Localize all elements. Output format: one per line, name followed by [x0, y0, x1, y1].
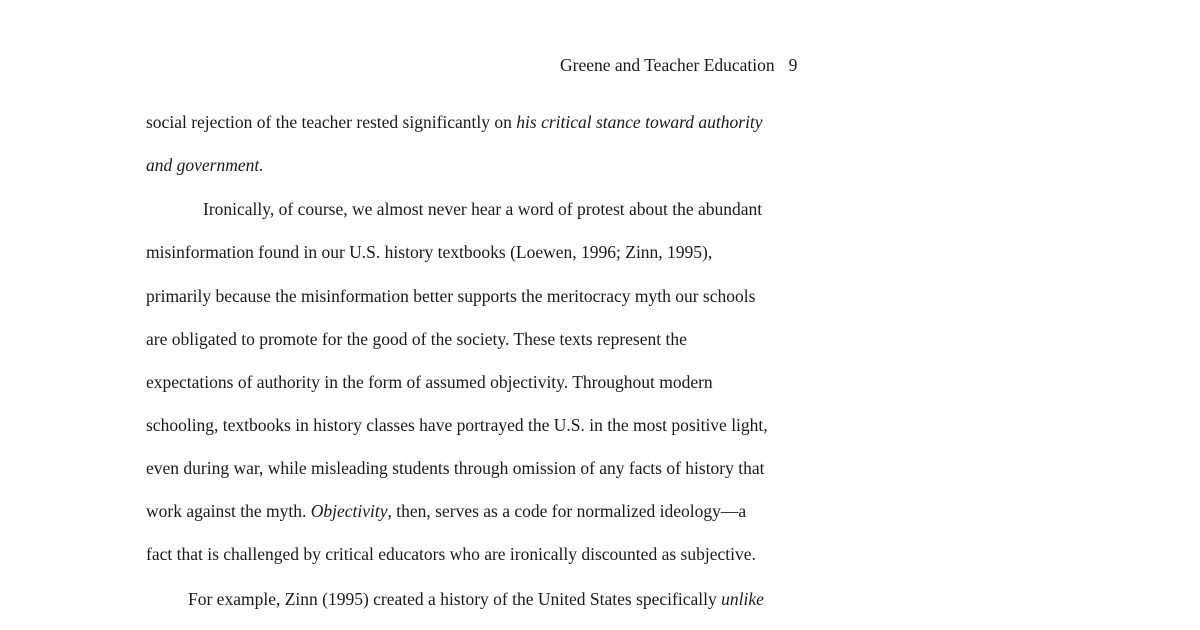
text-run: work against the myth.	[146, 501, 311, 521]
running-head	[560, 53, 797, 77]
text-line: schooling, textbooks in history classes have portrayed the U.S. in the most positive light,	[146, 415, 768, 435]
text-line	[146, 153, 264, 177]
text-line	[146, 499, 746, 523]
page-number: 9	[788, 55, 798, 75]
italic-run: and government.	[146, 155, 264, 175]
text-line: primarily because the misinformation better supports the meritocracy myth our schools	[146, 286, 756, 306]
paragraph-first-line: Ironically, of course, we almost never hear a word of protest about the abundant	[203, 199, 763, 219]
italic-run: Objectivity	[310, 501, 388, 521]
italic-run: unlike	[721, 589, 764, 609]
text-line: expectations of authority in the form of assumed objectivity. Throughout modern	[146, 372, 713, 392]
text-line: misinformation found in our U.S. history textbooks (Loewen, 1996; Zinn, 1995),	[146, 242, 713, 262]
text-run: social rejection of the teacher rested significantly on	[146, 112, 517, 132]
text-line: even during war, while misleading students through omission of any facts of history that	[146, 458, 765, 478]
text-line: fact that is challenged by critical educators who are ironically discounted as subjective.	[146, 544, 756, 564]
text-line: are obligated to promote for the good of the society. These texts represent the	[146, 329, 687, 349]
italic-run: his critical stance toward authority	[516, 112, 763, 132]
text-run: , then, serves as a code for normalized ideology—a	[387, 501, 747, 521]
paragraph-first-line	[188, 587, 764, 611]
text-line	[146, 110, 763, 134]
running-title: Greene and Teacher Education	[560, 55, 775, 75]
text-run: For example, Zinn (1995) created a history of the United States specifically	[188, 589, 722, 609]
